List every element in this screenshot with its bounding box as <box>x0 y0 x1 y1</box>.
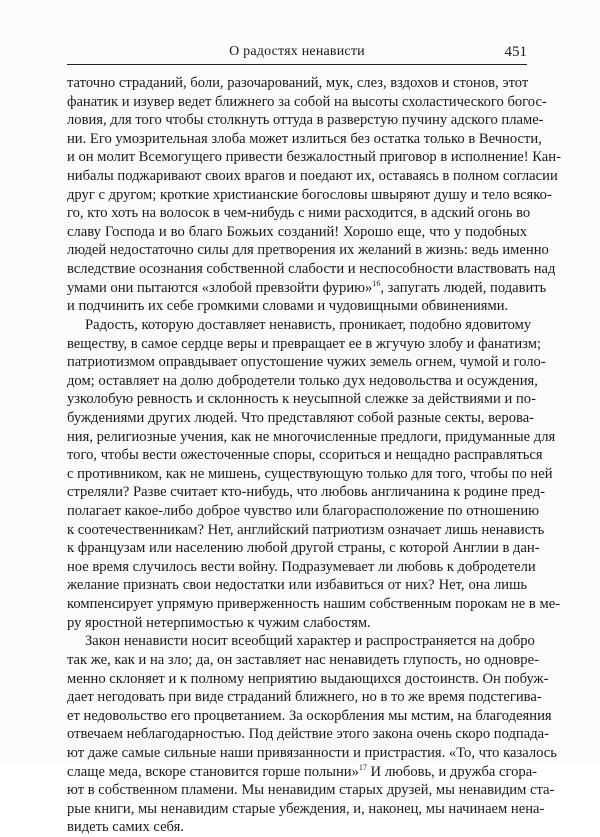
text-line: отвечаем неблагодарностью. Под действие этого закона очень скоро подпада- <box>67 726 549 743</box>
page-number: 451 <box>504 44 527 60</box>
text-line: с противником, как не мишень, существующую только для того, чтобы по ней <box>67 465 553 482</box>
text-line: нибалы поджаривают своих врагов и поедают их, оставаясь в полном согласии <box>67 168 558 185</box>
text-line: славу Господа и во благо Божьих созданий! Хорошо еще, что у подобных <box>67 223 527 240</box>
footnote-ref-17[interactable]: 17 <box>358 762 367 772</box>
text-line: менно склоняет и к полному неприятию выдающихся достоинств. Он побуж- <box>67 670 549 687</box>
text-line: к французам или населению любой другой страны, с которой Англии в дан- <box>67 540 540 557</box>
text-line: полагает какое-либо доброе чувство или благорасположение по отношению <box>67 503 540 520</box>
text-line: ет недовольство его процветанием. За оскорбления мы мстим, на благодеяния <box>67 707 552 724</box>
text-line: рые книги, мы ненавидим старые убеждения, и, наконец, мы начинаем нена- <box>67 800 545 817</box>
text-line: к соотечественникам? Нет, английский патриотизм означает лишь ненависть <box>67 521 545 538</box>
text-segment: И любовь, и дружба сгора- <box>366 763 538 780</box>
text-line: веществу, в самое сердце веры и превращает ее в жгучую злобу и фанатизм; <box>67 335 541 352</box>
footnote-ref-16[interactable]: 16 <box>372 278 381 288</box>
text-line: стреляли? Разве считает кто-нибудь, что любовь англичанина к родине пред- <box>67 484 545 501</box>
text-line: и он молит Всемогущего привести безжалостный приговор в исполнение! Кан- <box>67 149 561 166</box>
text-line: ру яростной нетерпимостью к чужим слабостям. <box>67 614 371 631</box>
text-line: ют в собственном пламени. Мы ненавидим старых друзей, мы ненавидим ста- <box>67 782 555 799</box>
text-line: друг с другом; кроткие христианские богословы швыряют душу и тело всяко- <box>67 186 552 203</box>
body-text <box>67 74 561 837</box>
text-line: ловия, для того чтобы столкнуть оттуда в разверстую пучину адского пламе- <box>67 112 544 129</box>
paragraph-2 <box>67 316 561 632</box>
text-line: желание признать свои недостатки или избавиться от них? Нет, она лишь <box>67 577 527 594</box>
text-line: компенсирует упрямую приверженность нашим собственным порокам не в ме- <box>67 596 561 613</box>
text-line: и подчинить их себе громкими словами и чудовищными обвинениями. <box>67 298 509 315</box>
text-line <box>67 762 538 782</box>
text-line: ния, религиозные учения, как не многочисленные предлоги, придуманные для <box>67 428 556 445</box>
text-line: видеть самих себя. <box>67 819 184 836</box>
text-line: фанатик и изувер ведет ближнего за собой на высоты схоластического богос- <box>67 93 547 110</box>
text-line: Закон ненависти носит всеобщий характер и распространяется на добро <box>85 633 535 650</box>
text-line: вследствие осознания собственной слабости и неспособности властвовать над <box>67 261 556 278</box>
text-segment: слаще меда, вскоре становится горше полыни» <box>67 763 359 780</box>
text-line: го, кто хоть на волосок в чем-нибудь с ними расходится, в адский огонь во <box>67 205 531 222</box>
text-line: буждениями других людей. Что представляют собой разные секты, верова- <box>67 409 535 426</box>
text-line: того, чтобы вести ожесточенные споры, ссориться и нещадно расправляться <box>67 447 543 464</box>
text-segment: умами они пытаются «злобой превзойти фурию» <box>67 279 373 296</box>
paragraph-1 <box>67 74 561 316</box>
text-line <box>67 278 547 298</box>
text-line: так же, как и на зло; да, он заставляет нас ненавидеть глупость, но одновре- <box>67 651 539 668</box>
text-line: узколобую ревность и склонность к неусыпной слежке за действиями и по- <box>67 391 536 408</box>
text-line: ни. Его умозрительная злоба может излиться без остатка только в Вечности, <box>67 130 542 147</box>
text-line: дом; оставляет на долю добродетели только дух недовольства и осуждения, <box>67 372 538 389</box>
text-line: ют даже самые сильные наши привязанности и пристрастия. «То, что казалось <box>67 744 557 761</box>
text-line: ное время случилось вести войну. Подразумевает ли любовь к добродетели <box>67 558 536 575</box>
text-segment: , запугать людей, подавить <box>380 279 547 296</box>
text-line: дает негодовать при виде страданий ближнего, но в то же время подстегива- <box>67 689 542 706</box>
text-line: патриотизмом оправдывает опустошение чужих земель огнем, чумой и голо- <box>67 354 546 371</box>
text-line: таточно страданий, боли, разочарований, мук, слез, вздохов и стонов, этот <box>67 75 529 91</box>
chapter-title: О радостях ненависти <box>229 44 365 59</box>
running-header <box>67 38 527 65</box>
text-line: Радость, которую доставляет ненависть, проникает, подобно ядовитому <box>85 316 532 333</box>
paragraph-3 <box>67 632 557 837</box>
text-line: людей недостаточно силы для претворения их желаний в жизнь: ведь именно <box>67 242 549 259</box>
